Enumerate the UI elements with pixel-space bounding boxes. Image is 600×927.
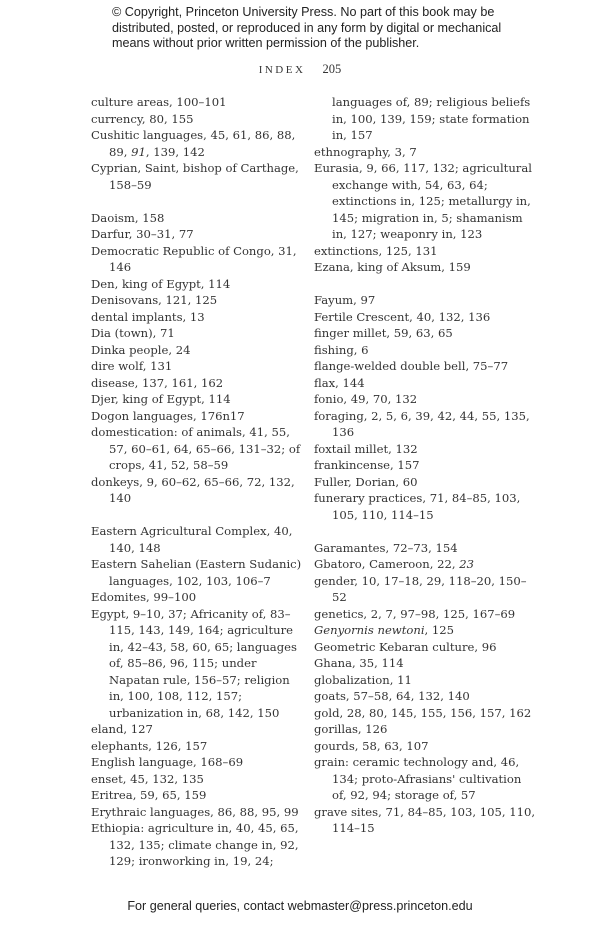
index-entry: enset, 45, 132, 135 <box>91 771 204 786</box>
letter-section-gap <box>314 276 539 293</box>
index-entry: foraging, 2, 5, 6, 39, 42, 44, 55, 135, 136 <box>314 408 530 439</box>
index-entry: Ghana, 35, 114 <box>314 656 404 670</box>
index-entry: Fayum, 97 <box>314 293 376 307</box>
index-entry: gender, 10, 17–18, 29, 118–20, 150–52 <box>314 573 527 604</box>
letter-section-gap <box>91 507 306 524</box>
index-entry: Eurasia, 9, 66, 117, 132; agricultural exchange with, 54, 63, 64; extinctions in, 125; metallurgy in, 145; migration in, 5; shamanism in, 127; weaponry in, 123 <box>314 161 532 241</box>
footer-contact: For general queries, contact webmaster@press.princeton.edu <box>127 899 473 913</box>
index-entry: genetics, 2, 7, 97–98, 125, 167–69 <box>314 606 516 621</box>
index-column-right <box>314 94 539 837</box>
index-entry: gourds, 58, 63, 107 <box>314 738 429 753</box>
index-entry: Democratic Republic of Congo, 31, 146 <box>91 243 297 274</box>
index-entry: Cushitic languages, 45, 61, 86, 88, 89, 91, 139, 142 <box>91 128 296 159</box>
index-entry: frankincense, 157 <box>314 458 420 472</box>
index-entry: Djer, king of Egypt, 114 <box>91 392 231 406</box>
index-entry: Dia (town), 71 <box>91 326 175 340</box>
index-entry: grain: ceramic technology and, 46, 134; proto-Afrasians' cultivation of, 92, 94; storage of, 57 <box>314 755 522 802</box>
running-head <box>0 62 600 77</box>
index-entry-continuation: languages of, 89; religious beliefs in, 100, 139, 159; state formation in, 157 <box>332 95 531 142</box>
index-entry: donkeys, 9, 60–62, 65–66, 72, 132, 140 <box>91 474 295 505</box>
index-entry: Dogon languages, 176n17 <box>91 408 245 423</box>
index-entry: Genyornis newtoni, 125 <box>314 623 455 637</box>
index-entry: Eastern Agricultural Complex, 40, 140, 148 <box>91 524 293 555</box>
index-entry: Gbatoro, Cameroon, 22, 23 <box>314 557 474 571</box>
index-entry: flax, 144 <box>314 375 365 390</box>
index-entry: Eritrea, 59, 65, 159 <box>91 788 207 802</box>
index-entry: Den, king of Egypt, 114 <box>91 276 231 291</box>
index-entry: funerary practices, 71, 84–85, 103, 105, 110, 114–15 <box>314 491 521 522</box>
index-entry: extinctions, 125, 131 <box>314 243 438 258</box>
index-entry: Darfur, 30–31, 77 <box>91 227 194 241</box>
section-label: INDEX <box>258 64 306 76</box>
index-entry: Daoism, 158 <box>91 210 165 225</box>
index-entry: foxtail millet, 132 <box>314 441 418 456</box>
index-entry: culture areas, 100–101 <box>91 95 227 109</box>
index-entry: dental implants, 13 <box>91 309 205 324</box>
index-entry: ethnography, 3, 7 <box>314 144 417 159</box>
index-column-left <box>91 94 306 870</box>
index-entry: Erythraic languages, 86, 88, 95, 99 <box>91 804 299 819</box>
index-entry: gorillas, 126 <box>314 722 388 736</box>
index-entry: domestication: of animals, 41, 55, 57, 60–61, 64, 65–66, 131–32; of crops, 41, 52, 58–59 <box>91 425 301 472</box>
index-entry: flange-welded double bell, 75–77 <box>314 359 509 373</box>
index-entry: gold, 28, 80, 145, 155, 156, 157, 162 <box>314 705 532 720</box>
index-entry: fishing, 6 <box>314 342 369 357</box>
index-entry: Denisovans, 121, 125 <box>91 293 218 307</box>
copyright-notice: © Copyright, Princeton University Press. No part of this book may be distributed, posted, or reproduced in any form by digital or mechanical means without prior written permission of the publisher. <box>112 5 502 50</box>
index-entry: disease, 137, 161, 162 <box>91 375 224 390</box>
index-entry: grave sites, 71, 84–85, 103, 105, 110, 114–15 <box>314 804 536 835</box>
index-entry: Egypt, 9–10, 37; Africanity of, 83–115, 143, 149, 164; agriculture in, 42–43, 58, 60, 65; languages of, 85–86, 96, 115; under Napatan rule, 156–57; religion in, 100, 108, 112, 157; urbanization in, 68, 142, 150 <box>91 606 297 720</box>
page-number: 205 <box>322 62 342 76</box>
index-entry: English language, 168–69 <box>91 755 244 769</box>
index-entry: eland, 127 <box>91 722 153 736</box>
index-entry: Eastern Sahelian (Eastern Sudanic) languages, 102, 103, 106–7 <box>91 557 302 588</box>
letter-section-gap <box>314 523 539 540</box>
index-entry: Fuller, Dorian, 60 <box>314 474 418 489</box>
index-entry: Edomites, 99–100 <box>91 590 197 604</box>
italic-term: 23 <box>459 557 474 571</box>
index-entry: goats, 57–58, 64, 132, 140 <box>314 689 470 703</box>
index-entry: fonio, 49, 70, 132 <box>314 392 418 406</box>
index-entry: dire wolf, 131 <box>91 359 173 373</box>
index-entry: Dinka people, 24 <box>91 342 191 357</box>
index-entry: elephants, 126, 157 <box>91 738 208 753</box>
index-entry: Ezana, king of Aksum, 159 <box>314 260 471 274</box>
index-entry: finger millet, 59, 63, 65 <box>314 326 453 340</box>
index-entry: Ethiopia: agriculture in, 40, 45, 65, 132, 135; climate change in, 92, 129; ironworking in, 19, 24; <box>91 821 299 868</box>
index-entry: currency, 80, 155 <box>91 111 194 126</box>
italic-term: Genyornis newtoni <box>314 623 425 637</box>
italic-term: 91 <box>131 144 146 159</box>
index-entry: Geometric Kebaran culture, 96 <box>314 639 497 654</box>
index-entry: globalization, 11 <box>314 672 412 687</box>
index-entry: Fertile Crescent, 40, 132, 136 <box>314 309 491 324</box>
index-entry: Garamantes, 72–73, 154 <box>314 540 458 555</box>
letter-section-gap <box>91 193 306 210</box>
index-entry: Cyprian, Saint, bishop of Carthage, 158–59 <box>91 161 299 192</box>
